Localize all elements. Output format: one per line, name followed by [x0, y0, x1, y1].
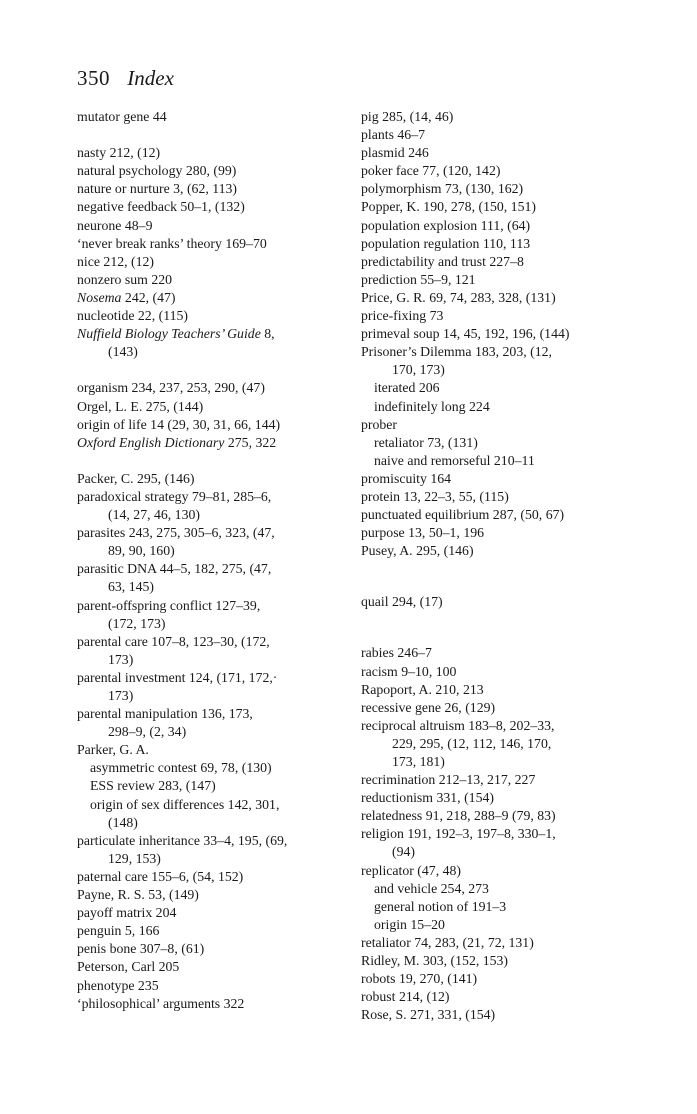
entry-text: purpose 13, 50–1, 196: [361, 525, 485, 541]
entry-text: Rapoport, A. 210, 213: [361, 681, 484, 697]
index-entry: [361, 180, 681, 198]
entry-text: Ridley, M. 303, (152, 153): [361, 953, 509, 969]
entry-spacer: [77, 126, 347, 144]
index-entry: [361, 988, 681, 1006]
entry-text: payoff matrix 204: [77, 905, 177, 921]
entry-spacer: [77, 361, 347, 379]
index-entry: [361, 825, 681, 843]
entry-text: nucleotide 22, (115): [77, 308, 188, 324]
entry-text: penguin 5, 166: [77, 923, 160, 939]
index-entry: [361, 416, 681, 434]
index-entry: [77, 741, 347, 759]
index-entry: [77, 922, 347, 940]
index-entry: [361, 970, 681, 988]
entry-text: 242, (47): [121, 289, 176, 305]
index-entry-continuation: [77, 723, 347, 741]
index-entry: [77, 198, 347, 216]
index-subentry: [77, 759, 347, 777]
index-entry: [361, 934, 681, 952]
entry-text: religion 191, 192–3, 197–8, 330–1,: [361, 826, 556, 842]
entry-text: (14, 27, 46, 130): [108, 507, 200, 523]
index-entry-continuation: [77, 850, 347, 868]
entry-text: protein 13, 22–3, 55, (115): [361, 488, 509, 504]
entry-text: and vehicle 254, 273: [374, 880, 489, 896]
entry-text: 229, 295, (12, 112, 146, 170,: [392, 735, 552, 751]
index-entry: [77, 398, 347, 416]
index-entry: [77, 669, 347, 687]
index-entry-continuation: [361, 753, 681, 771]
index-entry: [361, 789, 681, 807]
entry-text: (172, 173): [108, 615, 166, 631]
index-entry: [77, 633, 347, 651]
entry-text: particulate inheritance 33–4, 195, (69,: [77, 832, 288, 848]
index-entry: [77, 253, 347, 271]
entry-text: punctuated equilibrium 287, (50, 67): [361, 507, 565, 523]
entry-text: 8,: [260, 326, 275, 342]
index-entry: [77, 162, 347, 180]
entry-text: ESS review 283, (147): [90, 778, 216, 794]
entry-text: pig 285, (14, 46): [361, 109, 454, 124]
index-entry: [77, 560, 347, 578]
page-number: 350: [77, 66, 110, 90]
entry-text: parental manipulation 136, 173,: [77, 706, 253, 722]
entry-text: rabies 246–7: [361, 645, 432, 661]
entry-text: predictability and trust 227–8: [361, 253, 524, 269]
index-entry: [77, 180, 347, 198]
index-entry: [361, 663, 681, 681]
index-subentry: [361, 398, 681, 416]
entry-text: retaliator 73, (131): [374, 434, 478, 450]
entry-text: ‘never break ranks’ theory 169–70: [77, 235, 267, 251]
entry-text: parental investment 124, (171, 172,·: [77, 669, 278, 685]
index-entry: [77, 144, 347, 162]
entry-text: promiscuity 164: [361, 470, 452, 486]
entry-text: neurone 48–9: [77, 217, 153, 233]
index-entry: [361, 1006, 681, 1024]
index-entry: [361, 699, 681, 717]
index-entry: [77, 705, 347, 723]
index-entry: [77, 524, 347, 542]
index-entry: [361, 488, 681, 506]
entry-text: origin of sex differences 142, 301,: [90, 796, 280, 812]
index-entry: [77, 977, 347, 995]
index-entry-continuation: [77, 542, 347, 560]
entry-text: parasitic DNA 44–5, 182, 275, (47,: [77, 561, 272, 577]
index-column-right: [361, 108, 681, 1024]
entry-text: reciprocal altruism 183–8, 202–33,: [361, 717, 555, 733]
index-entry: [361, 271, 681, 289]
index-entry: [361, 162, 681, 180]
entry-text: phenotype 235: [77, 977, 159, 993]
entry-text: prober: [361, 416, 398, 432]
index-entry: [77, 108, 347, 126]
index-entry: [361, 506, 681, 524]
entry-text: Prisoner’s Dilemma 183, 203, (12,: [361, 344, 552, 360]
entry-text: recrimination 212–13, 217, 227: [361, 772, 536, 788]
index-entry: [361, 952, 681, 970]
index-entry: [361, 717, 681, 735]
index-entry: [361, 108, 681, 126]
entry-text: racism 9–10, 100: [361, 663, 457, 679]
entry-italic-title: Oxford English Dictionary: [77, 434, 225, 450]
index-entry: [77, 379, 347, 397]
index-entry: [77, 886, 347, 904]
page-header: [77, 66, 174, 91]
entry-text: nonzero sum 220: [77, 271, 173, 287]
entry-text: parent-offspring conflict 127–39,: [77, 597, 261, 613]
entry-text: population explosion 111, (64): [361, 217, 531, 233]
entry-text: population regulation 110, 113: [361, 235, 531, 251]
entry-text: 173): [108, 688, 134, 703]
index-entry: [77, 597, 347, 615]
index-entry-continuation: [361, 361, 681, 379]
entry-text: organism 234, 237, 253, 290, (47): [77, 380, 265, 396]
index-entry: [361, 862, 681, 880]
entry-text: Price, G. R. 69, 74, 283, 328, (131): [361, 289, 556, 305]
entry-text: nature or nurture 3, (62, 113): [77, 181, 238, 197]
entry-text: quail 294, (17): [361, 594, 443, 610]
index-entry: [77, 325, 347, 343]
entry-spacer: [77, 452, 347, 470]
entry-text: mutator gene 44: [77, 109, 167, 124]
index-entry: [361, 343, 681, 361]
index-entry: [77, 995, 347, 1013]
index-entry: [361, 524, 681, 542]
entry-text: 129, 153): [108, 850, 161, 866]
index-entry: [361, 198, 681, 216]
entry-text: 173, 181): [392, 754, 445, 769]
entry-text: nice 212, (12): [77, 253, 155, 269]
index-entry: [77, 470, 347, 488]
entry-text: recessive gene 26, (129): [361, 699, 496, 715]
index-entry-continuation: [77, 615, 347, 633]
index-entry: [361, 644, 681, 662]
entry-text: iterated 206: [374, 380, 440, 396]
index-subentry: [361, 880, 681, 898]
entry-italic-title: Nuffield Biology Teachers’ Guide: [77, 326, 261, 342]
index-entry-continuation: [77, 687, 347, 705]
index-entry: [361, 681, 681, 699]
entry-italic-title: Nosema: [77, 289, 122, 305]
entry-text: ‘philosophical’ arguments 322: [77, 995, 245, 1011]
entry-text: Payne, R. S. 53, (149): [77, 887, 199, 903]
entry-text: poker face 77, (120, 142): [361, 163, 501, 179]
entry-spacer: [361, 611, 681, 644]
entry-text: parental care 107–8, 123–30, (172,: [77, 633, 270, 649]
index-column-left: [77, 108, 347, 1013]
index-entry: [361, 542, 681, 560]
index-entry: [77, 940, 347, 958]
entry-text: 63, 145): [108, 579, 154, 595]
index-entry: [77, 416, 347, 434]
entry-text: Peterson, Carl 205: [77, 959, 180, 975]
index-entry: [361, 771, 681, 789]
entry-text: prediction 55–9, 121: [361, 271, 476, 287]
index-entry-continuation: [77, 343, 347, 361]
entry-text: Popper, K. 190, 278, (150, 151): [361, 199, 536, 215]
index-subentry: [361, 898, 681, 916]
entry-text: natural psychology 280, (99): [77, 163, 237, 179]
index-entry: [77, 271, 347, 289]
entry-text: Orgel, L. E. 275, (144): [77, 398, 204, 414]
entry-text: naive and remorseful 210–11: [374, 452, 535, 468]
index-entry: [361, 235, 681, 253]
entry-text: robots 19, 270, (141): [361, 971, 478, 987]
entry-text: origin of life 14 (29, 30, 31, 66, 144): [77, 416, 281, 432]
entry-text: negative feedback 50–1, (132): [77, 199, 245, 215]
index-entry: [361, 307, 681, 325]
index-entry: [361, 217, 681, 235]
index-subentry: [361, 434, 681, 452]
entry-text: 173): [108, 651, 134, 667]
index-subentry: [77, 777, 347, 795]
page-title: Index: [127, 66, 174, 90]
entry-text: asymmetric contest 69, 78, (130): [90, 760, 272, 776]
index-entry: [77, 488, 347, 506]
index-entry: [77, 958, 347, 976]
index-entry: [361, 144, 681, 162]
index-entry: [77, 289, 347, 307]
index-entry: [77, 307, 347, 325]
entry-text: retaliator 74, 283, (21, 72, 131): [361, 934, 534, 950]
entry-text: reductionism 331, (154): [361, 790, 494, 806]
entry-text: nasty 212, (12): [77, 145, 161, 161]
entry-spacer: [361, 560, 681, 593]
index-entry: [77, 217, 347, 235]
entry-text: robust 214, (12): [361, 989, 450, 1005]
entry-text: 170, 173): [392, 362, 445, 378]
index-entry: [361, 325, 681, 343]
entry-text: plants 46–7: [361, 127, 425, 143]
index-subentry: [361, 379, 681, 397]
entry-text: origin 15–20: [374, 916, 445, 932]
entry-text: relatedness 91, 218, 288–9 (79, 83): [361, 808, 556, 824]
entry-text: penis bone 307–8, (61): [77, 941, 205, 957]
index-entry-continuation: [361, 843, 681, 861]
index-subentry: [77, 796, 347, 814]
entry-text: (143): [108, 344, 138, 360]
index-subentry: [361, 916, 681, 934]
entry-text: paradoxical strategy 79–81, 285–6,: [77, 488, 272, 504]
index-entry: [361, 253, 681, 271]
index-entry: [77, 868, 347, 886]
entry-text: (148): [108, 814, 138, 830]
index-entry: [361, 289, 681, 307]
index-entry: [77, 434, 347, 452]
entry-text: primeval soup 14, 45, 192, 196, (144): [361, 326, 570, 342]
entry-text: indefinitely long 224: [374, 398, 490, 414]
entry-text: Rose, S. 271, 331, (154): [361, 1007, 496, 1023]
entry-text: replicator (47, 48): [361, 862, 461, 878]
entry-text: Pusey, A. 295, (146): [361, 543, 474, 559]
entry-text: 275, 322: [224, 434, 277, 450]
index-entry-continuation: [77, 651, 347, 669]
entry-text: 298–9, (2, 34): [108, 724, 187, 740]
entry-text: general notion of 191–3: [374, 898, 507, 914]
index-entry: [77, 235, 347, 253]
index-entry: [361, 593, 681, 611]
index-entry-continuation: [361, 735, 681, 753]
index-entry: [77, 904, 347, 922]
entry-text: paternal care 155–6, (54, 152): [77, 868, 244, 884]
index-entry: [361, 470, 681, 488]
entry-text: (94): [392, 844, 415, 860]
index-entry-continuation: [77, 814, 347, 832]
index-subentry: [361, 452, 681, 470]
entry-text: price-fixing 73: [361, 308, 444, 324]
entry-text: plasmid 246: [361, 145, 429, 161]
index-entry: [361, 807, 681, 825]
entry-text: 89, 90, 160): [108, 543, 175, 559]
index-entry-continuation: [77, 578, 347, 596]
entry-text: Packer, C. 295, (146): [77, 470, 195, 486]
entry-text: polymorphism 73, (130, 162): [361, 181, 524, 197]
index-entry-continuation: [77, 506, 347, 524]
index-entry: [361, 126, 681, 144]
index-entry: [77, 832, 347, 850]
entry-text: Parker, G. A.: [77, 742, 149, 758]
entry-text: parasites 243, 275, 305–6, 323, (47,: [77, 525, 275, 541]
